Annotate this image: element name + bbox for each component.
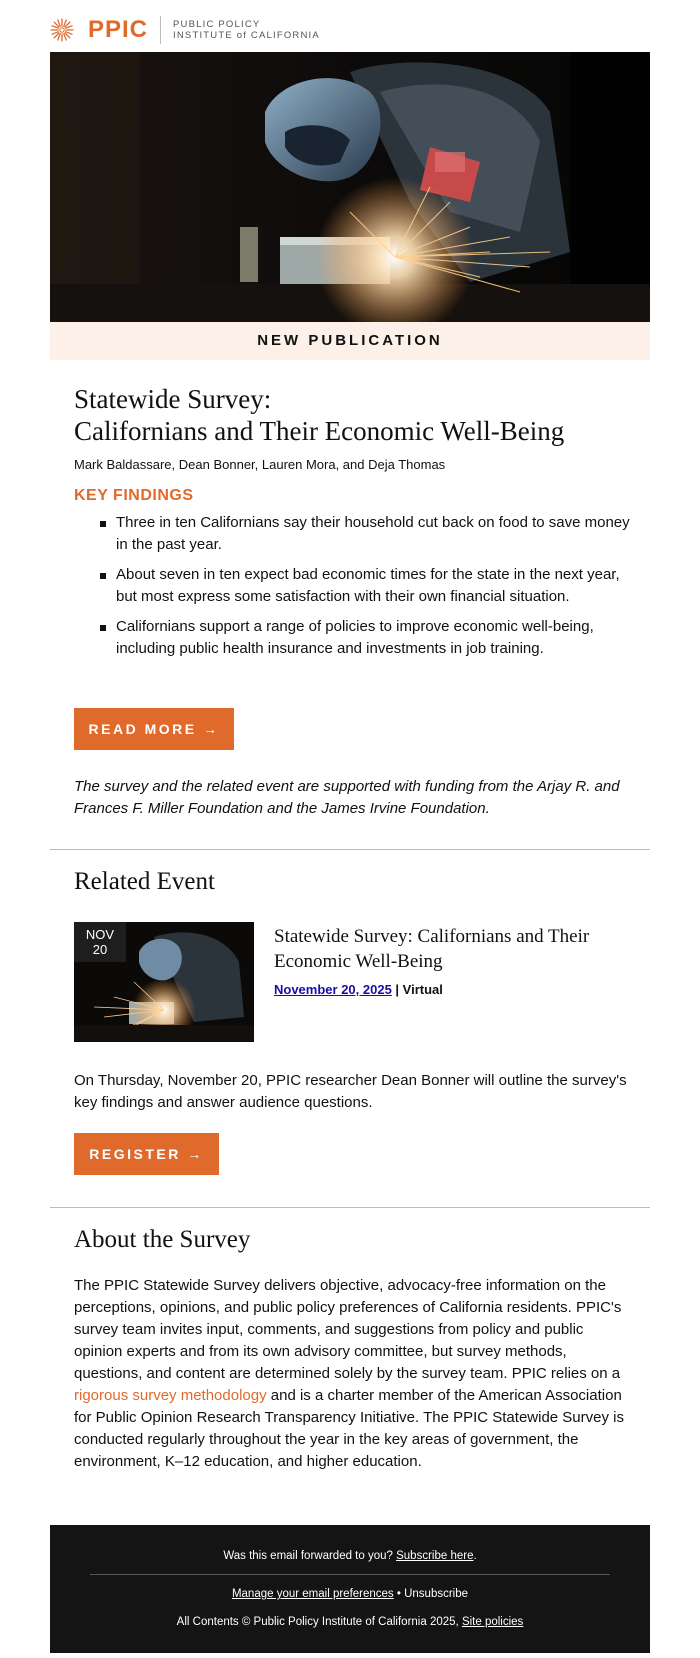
- event-format: Virtual: [402, 982, 443, 997]
- brand-subtitle: [173, 19, 320, 41]
- finding-item: About seven in ten expect bad economic times for the state in the next year, but most express some satisfaction with their own financial situation.: [74, 564, 634, 608]
- brand-subtitle-line1: PUBLIC POLICY: [173, 19, 261, 30]
- event-title[interactable]: Statewide Survey: Californians and Their Economic Well-Being: [274, 926, 590, 972]
- event-badge-day: 20: [92, 942, 108, 957]
- publication-authors: Mark Baldassare, Dean Bonner, Lauren Mora, and Deja Thomas: [74, 457, 446, 472]
- key-findings-heading: KEY FINDINGS: [74, 487, 194, 504]
- section-divider: [50, 1207, 650, 1208]
- sunburst-logo-icon: [50, 18, 74, 42]
- finding-item: Californians support a range of policies to improve economic well-being, including public health insurance and investments in job training.: [74, 616, 634, 660]
- about-text-part1: The PPIC Statewide Survey delivers objective, advocacy-free information on the perceptions, opinions, and public policy preferences of California residents. PPIC's survey team invites input, comments, and suggestions from policy and public opinion experts and from its own advisory committee, but survey methods, questions, and content are determined solely by the survey team. PPIC relies on a: [74, 1277, 622, 1382]
- register-button[interactable]: REGISTER →: [74, 1133, 219, 1175]
- event-date-link[interactable]: November 20, 2025: [274, 982, 392, 997]
- publication-title[interactable]: [74, 383, 634, 447]
- event-thumbnail[interactable]: [74, 922, 254, 1042]
- publication-title-line1[interactable]: Statewide Survey:: [74, 384, 272, 414]
- methodology-link[interactable]: rigorous survey methodology: [74, 1387, 267, 1404]
- header: [50, 10, 650, 50]
- event-meta-separator: |: [391, 982, 403, 997]
- subscribe-link[interactable]: Subscribe here: [396, 1550, 474, 1562]
- unsubscribe-link[interactable]: Unsubscribe: [404, 1588, 469, 1600]
- funding-note: The survey and the related event are supported with funding from the Arjay R. and Frances F. Miller Foundation and the James Irvine Foundation.: [74, 778, 620, 817]
- footer-preferences-line: [50, 1588, 650, 1600]
- site-policies-link[interactable]: Site policies: [461, 1616, 524, 1628]
- copyright-text: All Contents © Public Policy Institute of California 2025,: [176, 1616, 462, 1628]
- manage-preferences-link[interactable]: Manage your email preferences: [231, 1588, 394, 1600]
- about-survey-text: [74, 1275, 634, 1473]
- finding-item: Three in ten Californians say their household cut back on food to save money in the past year.: [74, 512, 634, 556]
- footer-forwarded-line: [50, 1550, 650, 1562]
- read-more-button[interactable]: READ MORE →: [74, 708, 234, 750]
- logo-divider: [160, 16, 161, 44]
- new-publication-banner: NEW PUBLICATION: [50, 322, 650, 360]
- key-findings-list: [74, 512, 634, 668]
- section-divider: [50, 849, 650, 850]
- footer-period: .: [473, 1550, 477, 1562]
- footer-copyright-line: [50, 1616, 650, 1628]
- forwarded-text: Was this email forwarded to you?: [223, 1550, 397, 1562]
- footer-bullet: •: [393, 1588, 405, 1600]
- related-event-heading: Related Event: [74, 868, 215, 895]
- footer: [50, 1525, 650, 1653]
- hero-welder-image[interactable]: [50, 52, 650, 322]
- about-text-part2: and is a charter member of the American Association for Public Opinion Research Transparency Initiative. The PPIC Statewide Survey is conducted regularly throughout the year in the key areas of government, the environment, K–12 education, and higher education.: [74, 1387, 624, 1470]
- publication-title-line2[interactable]: Californians and Their Economic Well-Being: [74, 416, 565, 446]
- event-date-badge: [74, 922, 126, 962]
- brand-name[interactable]: PPIC: [88, 16, 149, 43]
- event-badge-month: NOV: [85, 927, 115, 942]
- event-meta: [274, 982, 443, 997]
- footer-divider: [90, 1574, 610, 1575]
- brand-subtitle-line2: INSTITUTE of CALIFORNIA: [173, 30, 320, 41]
- about-survey-heading: About the Survey: [74, 1226, 251, 1253]
- event-description: On Thursday, November 20, PPIC researcher Dean Bonner will outline the survey's key findings and answer audience questions.: [74, 1072, 627, 1111]
- welder-illustration: [50, 52, 650, 322]
